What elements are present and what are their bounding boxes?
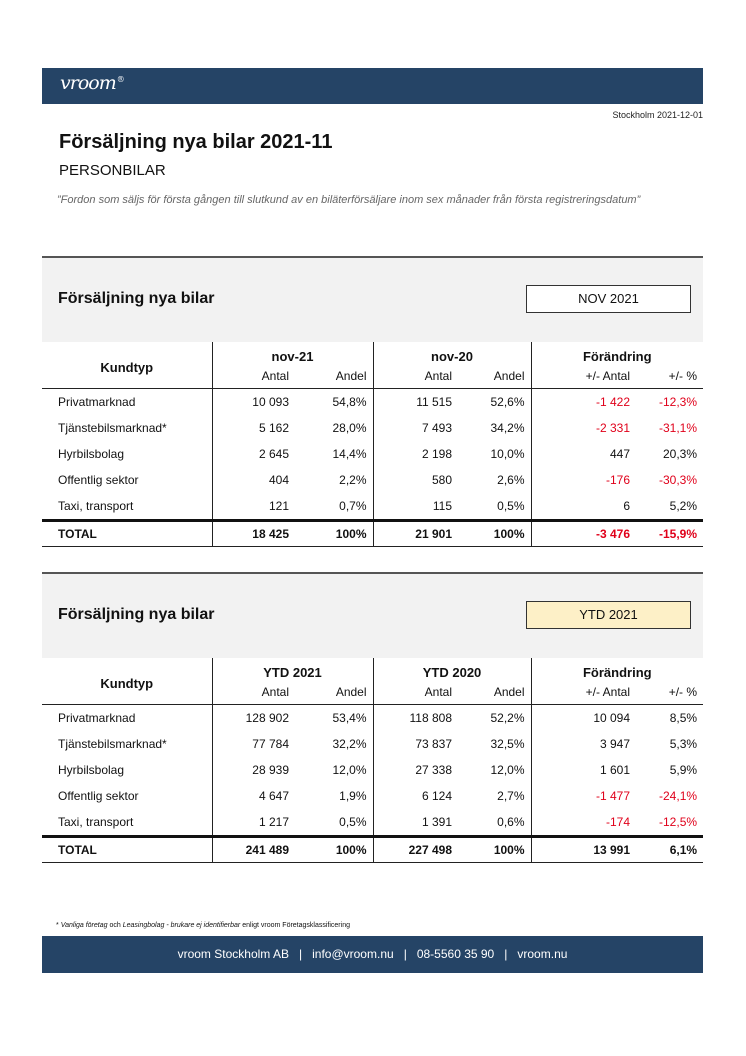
total-row bbox=[42, 521, 703, 547]
col-header: +/- Antal bbox=[531, 366, 636, 389]
cell: 32,2% bbox=[332, 737, 367, 751]
col-header: Antal bbox=[212, 682, 295, 705]
cell: 4 647 bbox=[212, 783, 295, 809]
cell: 0,5% bbox=[339, 815, 367, 829]
cell: -31,1% bbox=[658, 421, 698, 435]
table-header-row bbox=[42, 342, 703, 366]
row-label: Privatmarknad bbox=[58, 711, 136, 725]
monthly-sales-table bbox=[42, 342, 703, 547]
cell: 6,1% bbox=[636, 837, 703, 863]
cell: 6 124 bbox=[373, 783, 458, 809]
col-header: Andel bbox=[295, 682, 373, 705]
cell: 1 601 bbox=[531, 757, 636, 783]
cell: 2,6% bbox=[497, 473, 525, 487]
cell: 8,5% bbox=[669, 711, 698, 725]
section-title: Försäljning nya bilar bbox=[58, 606, 215, 623]
page-title: Försäljning nya bilar 2021-11 bbox=[59, 131, 333, 153]
row-label: Offentlig sektor bbox=[58, 789, 139, 803]
kundtyp-header: Kundtyp bbox=[42, 342, 212, 389]
cell: 121 bbox=[212, 493, 295, 521]
cell: 2,7% bbox=[497, 789, 525, 803]
row-label: TOTAL bbox=[42, 837, 212, 863]
period-current-header: nov-21 bbox=[212, 342, 373, 366]
cell: -174 bbox=[531, 809, 636, 837]
change-header: Förändring bbox=[531, 658, 703, 682]
definition-text: ”Fordon som säljs för första gången till slutkund av en biläterförsäljare inom sex månader från första registreringsdatum” bbox=[57, 194, 641, 206]
cell: 447 bbox=[531, 441, 636, 467]
table-row bbox=[42, 705, 703, 732]
col-header: Antal bbox=[373, 366, 458, 389]
row-label: Privatmarknad bbox=[58, 395, 136, 409]
cell: 2 198 bbox=[373, 441, 458, 467]
brand-header-bar bbox=[42, 68, 703, 104]
cell: 118 808 bbox=[373, 705, 458, 732]
cell: 18 425 bbox=[212, 521, 295, 547]
company-name: vroom Stockholm AB bbox=[177, 947, 289, 961]
cell: 404 bbox=[212, 467, 295, 493]
cell: 52,6% bbox=[490, 395, 525, 409]
cell: 21 901 bbox=[373, 521, 458, 547]
cell: 100% bbox=[458, 521, 531, 547]
cell: 77 784 bbox=[212, 731, 295, 757]
cell: 10 094 bbox=[531, 705, 636, 732]
col-header: +/- % bbox=[636, 366, 703, 389]
table-row bbox=[42, 783, 703, 809]
vroom-logo: vroom® bbox=[60, 72, 124, 94]
section-header bbox=[42, 256, 703, 342]
cell: 6 bbox=[531, 493, 636, 521]
row-label: Taxi, transport bbox=[58, 815, 134, 829]
period-box: YTD 2021 bbox=[526, 601, 691, 629]
website-link[interactable]: vroom.nu bbox=[517, 947, 568, 961]
cell: 0,7% bbox=[339, 499, 367, 513]
period-previous-header: YTD 2020 bbox=[373, 658, 531, 682]
col-header: Andel bbox=[458, 366, 531, 389]
cell: 1,9% bbox=[339, 789, 367, 803]
cell: 100% bbox=[295, 521, 373, 547]
col-header: Andel bbox=[458, 682, 531, 705]
footnote: * Vanliga företag och Leasingbolag - brukare ej identifierbar enligt vroom Företagsklassificering bbox=[56, 922, 350, 929]
cell: 7 493 bbox=[373, 415, 458, 441]
table-row bbox=[42, 389, 703, 416]
row-label: Tjänstebilsmarknad* bbox=[58, 421, 167, 435]
contact-footer: vroom Stockholm AB | info@vroom.nu | 08-5560 35 90 | vroom.nu bbox=[42, 936, 703, 973]
cell: 5 162 bbox=[212, 415, 295, 441]
row-label: TOTAL bbox=[42, 521, 212, 547]
cell: -12,5% bbox=[659, 815, 698, 829]
cell: 5,3% bbox=[669, 737, 698, 751]
table-header-row bbox=[42, 658, 703, 682]
cell: 128 902 bbox=[212, 705, 295, 732]
cell: 52,2% bbox=[490, 711, 525, 725]
col-header: +/- % bbox=[636, 682, 703, 705]
cell: -24,1% bbox=[659, 789, 698, 803]
cell: 13 991 bbox=[531, 837, 636, 863]
table-row bbox=[42, 731, 703, 757]
cell: 10 093 bbox=[212, 389, 295, 416]
col-header: Antal bbox=[373, 682, 458, 705]
cell: -12,3% bbox=[658, 395, 698, 409]
cell: 5,2% bbox=[669, 499, 698, 513]
cell: -1 477 bbox=[531, 783, 636, 809]
cell: 2,2% bbox=[339, 473, 367, 487]
col-header: +/- Antal bbox=[531, 682, 636, 705]
cell: -3 476 bbox=[531, 521, 636, 547]
cell: 241 489 bbox=[212, 837, 295, 863]
cell: 14,4% bbox=[332, 447, 367, 461]
cell: 73 837 bbox=[373, 731, 458, 757]
row-label: Hyrbilsbolag bbox=[58, 763, 125, 777]
cell: 100% bbox=[295, 837, 373, 863]
cell: 1 217 bbox=[212, 809, 295, 837]
ytd-sales-table bbox=[42, 658, 703, 863]
cell: -176 bbox=[531, 467, 636, 493]
cell: 34,2% bbox=[490, 421, 525, 435]
row-label: Tjänstebilsmarknad* bbox=[58, 737, 167, 751]
table-row bbox=[42, 441, 703, 467]
cell: -15,9% bbox=[636, 521, 703, 547]
cell: 12,0% bbox=[490, 763, 525, 777]
table-row bbox=[42, 493, 703, 521]
total-row bbox=[42, 837, 703, 863]
col-header: Antal bbox=[212, 366, 295, 389]
cell: -2 331 bbox=[531, 415, 636, 441]
period-current-header: YTD 2021 bbox=[212, 658, 373, 682]
section-header bbox=[42, 572, 703, 658]
phone-number: 08-5560 35 90 bbox=[416, 947, 495, 961]
monthly-sales-section bbox=[42, 256, 703, 547]
row-label: Offentlig sektor bbox=[58, 473, 139, 487]
table-row bbox=[42, 467, 703, 493]
col-header: Andel bbox=[295, 366, 373, 389]
cell: -30,3% bbox=[658, 473, 698, 487]
cell: 53,4% bbox=[332, 711, 367, 725]
table-row bbox=[42, 809, 703, 837]
cell: 10,0% bbox=[490, 447, 525, 461]
email-link[interactable]: info@vroom.nu bbox=[312, 947, 394, 961]
cell: 11 515 bbox=[373, 389, 458, 416]
cell: 32,5% bbox=[490, 737, 525, 751]
cell: 0,6% bbox=[497, 815, 525, 829]
period-box: NOV 2021 bbox=[526, 285, 691, 313]
cell: 2 645 bbox=[212, 441, 295, 467]
row-label: Hyrbilsbolag bbox=[58, 447, 125, 461]
cell: 0,5% bbox=[497, 499, 525, 513]
cell: -1 422 bbox=[531, 389, 636, 416]
row-label: Taxi, transport bbox=[58, 499, 134, 513]
cell: 28 939 bbox=[212, 757, 295, 783]
period-previous-header: nov-20 bbox=[373, 342, 531, 366]
cell: 12,0% bbox=[332, 763, 367, 777]
cell: 115 bbox=[373, 493, 458, 521]
ytd-sales-section bbox=[42, 572, 703, 863]
section-title: Försäljning nya bilar bbox=[58, 290, 215, 307]
cell: 20,3% bbox=[662, 447, 698, 461]
cell: 100% bbox=[458, 837, 531, 863]
change-header: Förändring bbox=[531, 342, 703, 366]
cell: 54,8% bbox=[332, 395, 367, 409]
cell: 27 338 bbox=[373, 757, 458, 783]
kundtyp-header: Kundtyp bbox=[42, 658, 212, 705]
cell: 1 391 bbox=[373, 809, 458, 837]
table-row bbox=[42, 757, 703, 783]
cell: 28,0% bbox=[332, 421, 367, 435]
location-date: Stockholm 2021-12-01 bbox=[612, 110, 703, 120]
table-row bbox=[42, 415, 703, 441]
cell: 227 498 bbox=[373, 837, 458, 863]
cell: 580 bbox=[373, 467, 458, 493]
cell: 3 947 bbox=[531, 731, 636, 757]
cell: 5,9% bbox=[669, 763, 698, 777]
page-subtitle: PERSONBILAR bbox=[59, 162, 166, 179]
